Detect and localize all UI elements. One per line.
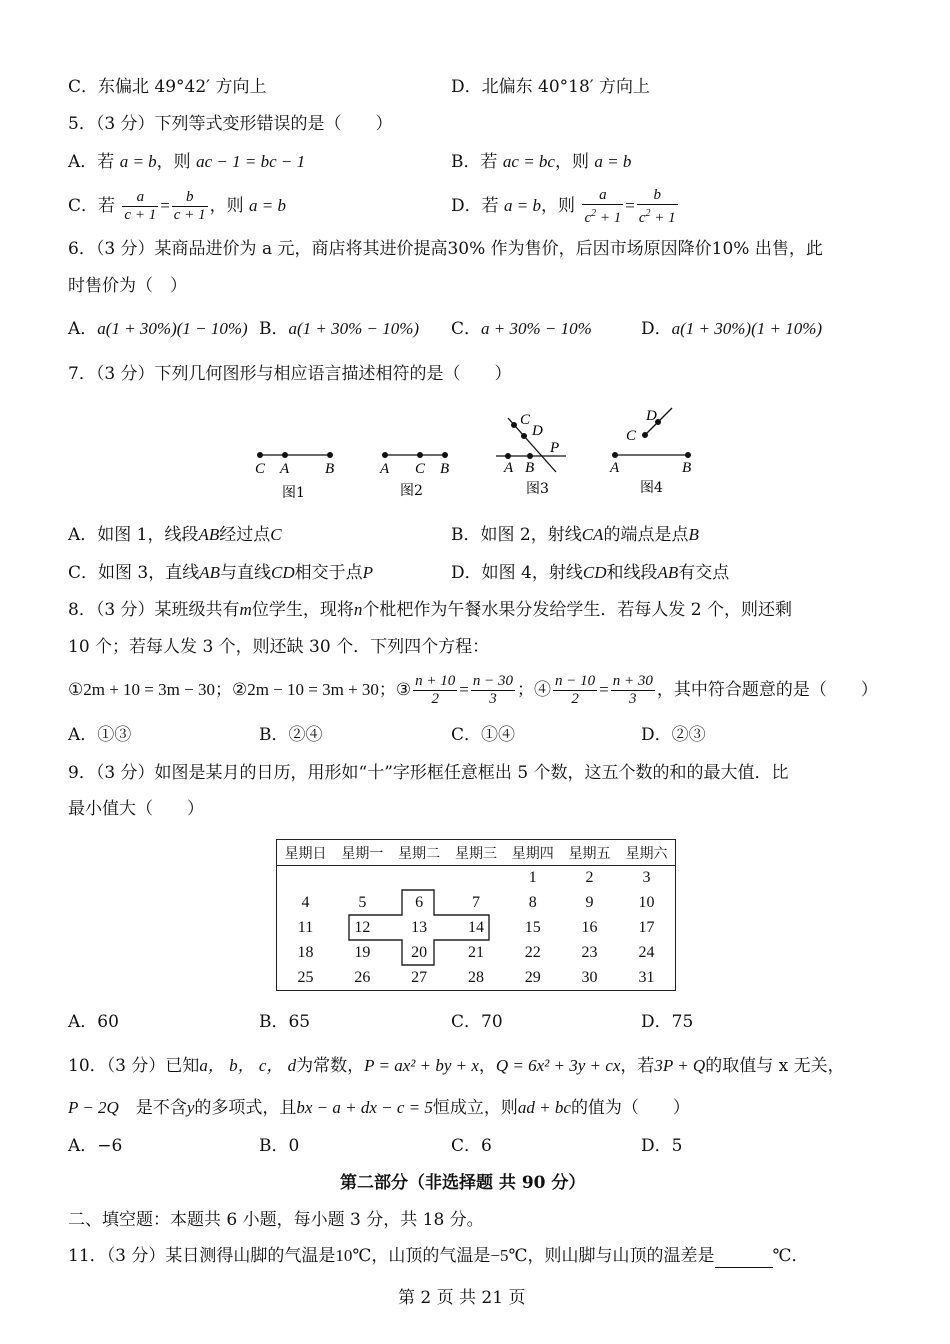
q7-geometry-figures bbox=[240, 400, 710, 500]
q7-option-d: D．如图 4，射线CD和线段AB有交点 bbox=[451, 563, 730, 583]
fig1-point-a bbox=[282, 452, 288, 458]
calendar-cell: 1 bbox=[528, 869, 537, 887]
fig4-label-c: C bbox=[626, 428, 637, 444]
fig4-point-c bbox=[642, 432, 648, 438]
fig2-label-c: C bbox=[415, 461, 426, 477]
calendar-header: 星期五 bbox=[561, 840, 618, 866]
calendar-cell bbox=[277, 866, 334, 891]
fig3-label-a: A bbox=[504, 460, 514, 476]
fig3-caption: 图3 bbox=[526, 481, 549, 497]
q7-stem: 7．（3 分）下列几何图形与相应语言描述相符的是（ ） bbox=[68, 364, 512, 384]
calendar-cell: 12 bbox=[354, 919, 371, 936]
q5-c-mid: ，则 bbox=[209, 196, 244, 216]
q10-option-b: B．0 bbox=[259, 1136, 300, 1156]
q9-option-c: C．70 bbox=[451, 1012, 503, 1032]
q8-eq3-frac1: $\frac{n + 10}{2}$ bbox=[415, 673, 456, 707]
fig3-point-a bbox=[505, 453, 511, 459]
fig3-label-p: P bbox=[550, 440, 560, 456]
calendar-cell: 25 bbox=[297, 968, 314, 986]
q6-option-d: D．a(1 + 30%)(1 + 10%) bbox=[641, 319, 823, 339]
q5-option-b bbox=[451, 150, 631, 174]
q7-option-b: B．如图 2，射线CA的端点是点B bbox=[451, 525, 699, 545]
q9-line1: 9．（3 分）如图是某月的日历，用形如“十”字形框任意框出 5 个数，这五个数的和的最大值．比 bbox=[68, 763, 789, 783]
calendar-cell: 27 bbox=[411, 968, 428, 986]
q10-option-d: D．5 bbox=[641, 1136, 683, 1156]
calendar-cell: 2 bbox=[585, 869, 594, 887]
fig1-label-b: B bbox=[325, 461, 335, 477]
q4-option-c: C．东偏北 49°42′ 方向上 bbox=[68, 77, 267, 97]
q5-c-frac2: $\frac{b}{c + 1}$ bbox=[173, 189, 206, 223]
q8-eq4-frac2: $\frac{n + 30}{3}$ bbox=[612, 673, 653, 707]
q9-option-a: A．60 bbox=[68, 1012, 119, 1032]
q5-b-math2: a = b bbox=[594, 152, 632, 171]
q5-b-mid: ，则 bbox=[554, 152, 589, 172]
q5-a-mid: ，则 bbox=[156, 152, 191, 172]
fig4-label-d: D bbox=[646, 408, 657, 424]
q4-option-d: D．北偏东 40°18′ 方向上 bbox=[451, 77, 651, 97]
calendar-cell: 7 bbox=[471, 894, 480, 911]
fig4-point-a bbox=[612, 452, 618, 458]
calendar-cell: 18 bbox=[297, 944, 314, 961]
calendar-cell: 19 bbox=[354, 944, 371, 961]
q6-option-c: C．a + 30% − 10% bbox=[451, 319, 592, 339]
q5-c-frac1: $\frac{a}{c + 1}$ bbox=[124, 189, 157, 223]
q8-eq1: ①2m + 10 = 3m − 30； bbox=[68, 680, 232, 699]
q8-option-d: D．②③ bbox=[641, 725, 706, 745]
q8-eq4-frac1: $\frac{n - 10}{2}$ bbox=[555, 673, 596, 707]
q5-d-math: a = b bbox=[504, 196, 542, 215]
calendar-cell: 31 bbox=[638, 968, 655, 986]
calendar-cell: 23 bbox=[581, 944, 598, 961]
q11-answer-blank[interactable] bbox=[715, 1250, 773, 1268]
calendar-cell: 9 bbox=[585, 894, 594, 911]
q10-line1: 10．（3 分）已知a， b， c， d为常数，P = ax² + by + x，Q = 6x² + 3y + cx，若3P + Q的取值与 x 无关， bbox=[68, 1056, 845, 1076]
q5-option-a bbox=[68, 150, 305, 174]
fig1-point-b bbox=[327, 452, 333, 458]
q5-d-prefix: D．若 bbox=[451, 196, 499, 216]
calendar-cell: 17 bbox=[638, 919, 655, 936]
q8-option-c: C．①④ bbox=[451, 725, 516, 745]
fig2-point-a bbox=[382, 452, 388, 458]
calendar-cell: 4 bbox=[301, 894, 310, 911]
q5-d-frac1: $\frac{a}{c^2 + 1}$ bbox=[584, 186, 622, 226]
q5-c-prefix: C．若 bbox=[68, 196, 116, 216]
q8-equations: ①2m + 10 = 3m − 30；②2m − 10 = 3m + 30；③ $\frac{n + 10}{2}$ = $\frac{n - 30}{3}$ ；④ $\frac{n - 10}{2}$ = $\frac{n + 30}{3}$ ，其中符合题意的是（ ） bbox=[68, 673, 878, 707]
fig2-label-a: A bbox=[380, 461, 390, 477]
calendar-cell: 3 bbox=[642, 869, 651, 887]
calendar-cell: 16 bbox=[581, 919, 598, 936]
fig4-point-b bbox=[685, 452, 691, 458]
calendar-cell: 20 bbox=[411, 944, 428, 961]
calendar-table bbox=[276, 839, 676, 991]
fig1-label-a: A bbox=[280, 461, 290, 477]
calendar-cell bbox=[391, 866, 448, 891]
calendar-header: 星期一 bbox=[334, 840, 391, 866]
q5-option-c: C．若 $\frac{a}{c + 1}$ = $\frac{b}{c + 1}$ ，则 a = b bbox=[68, 189, 286, 223]
q10-option-c: C．6 bbox=[451, 1136, 492, 1156]
calendar-cell: 10 bbox=[638, 894, 655, 911]
calendar-cell: 26 bbox=[354, 968, 371, 986]
fig3-label-c: C bbox=[520, 412, 531, 428]
calendar-cell: 13 bbox=[411, 919, 428, 936]
q8-option-b: B．②④ bbox=[259, 725, 323, 745]
calendar-row bbox=[277, 916, 676, 941]
fig2-caption: 图2 bbox=[400, 483, 423, 499]
fig4-label-b: B bbox=[682, 460, 692, 476]
calendar-cell: 5 bbox=[358, 894, 367, 911]
fig4-caption: 图4 bbox=[640, 480, 663, 496]
fig1-label-c: C bbox=[255, 461, 266, 477]
q5-d-mid: ，则 bbox=[541, 196, 576, 216]
q6-line1: 6．（3 分）某商品进价为 a 元，商店将其进价提高30% 作为售价，后因市场原因降价10% 出售，此 bbox=[68, 239, 823, 259]
calendar-row bbox=[277, 941, 676, 966]
calendar-header: 星期三 bbox=[448, 840, 505, 866]
q5-c-math2: a = b bbox=[248, 196, 286, 215]
q6-option-a: A．a(1 + 30%)(1 − 10%) bbox=[68, 319, 248, 339]
fig2-point-b bbox=[442, 452, 448, 458]
calendar-cell: 21 bbox=[467, 944, 484, 961]
q9-option-d: D．75 bbox=[641, 1012, 694, 1032]
page-footer: 第 2 页 共 21 页 bbox=[398, 1288, 526, 1308]
q8-eq2: ②2m − 10 = 3m + 30； bbox=[231, 680, 396, 699]
q5-b-prefix: B．若 bbox=[451, 152, 498, 172]
q10-option-a: A．−6 bbox=[68, 1136, 123, 1156]
q8-eq3-frac2: $\frac{n - 30}{3}$ bbox=[472, 673, 513, 707]
calendar-cell: 29 bbox=[524, 968, 541, 986]
q6-option-b: B．a(1 + 30% − 10%) bbox=[259, 319, 420, 339]
calendar-cell: 30 bbox=[581, 968, 598, 986]
calendar-row bbox=[277, 966, 676, 991]
fig1-point-c bbox=[257, 452, 263, 458]
calendar-cell: 22 bbox=[524, 944, 541, 961]
q9-option-b: B．65 bbox=[259, 1012, 311, 1032]
q5-b-math: ac = bc bbox=[502, 152, 555, 171]
q5-d-frac2: $\frac{b}{c^2 + 1}$ bbox=[638, 186, 676, 226]
q9-line2: 最小值大（ ） bbox=[68, 799, 204, 819]
fig1-caption: 图1 bbox=[282, 485, 305, 500]
calendar-cell: 28 bbox=[467, 968, 484, 986]
part2-title: 第二部分（非选择题 共 90 分） bbox=[340, 1173, 586, 1193]
fig3-point-c bbox=[511, 422, 517, 428]
calendar-cell: 24 bbox=[638, 944, 655, 961]
fig3-point-b bbox=[527, 453, 533, 459]
fig2-label-b: B bbox=[440, 461, 450, 477]
fig3-point-d bbox=[521, 433, 527, 439]
q10-line2: P − 2Q 是不含y的多项式，且bx − a + dx − c = 5恒成立，则ad + bc的值为（ ） bbox=[68, 1098, 690, 1118]
calendar-header-row bbox=[277, 840, 676, 866]
fig2-point-c bbox=[417, 452, 423, 458]
calendar-header: 星期二 bbox=[391, 840, 448, 866]
calendar-cell bbox=[334, 866, 391, 891]
q7-option-a: A．如图 1，线段AB经过点C bbox=[68, 525, 282, 545]
q5-a-math: a = b bbox=[119, 152, 157, 171]
fig3-label-d: D bbox=[532, 423, 543, 439]
q8-line1: 8．（3 分）某班级共有m位学生，现将n个枇杷作为午餐水果分发给学生．若每人发 2 个，则还剩 bbox=[68, 600, 792, 620]
calendar-row bbox=[277, 866, 676, 891]
q8-line2: 10 个；若每人发 3 个，则还缺 30 个．下列四个方程： bbox=[68, 637, 490, 657]
calendar-header: 星期四 bbox=[504, 840, 561, 866]
calendar-cell bbox=[448, 866, 505, 891]
q5-a-prefix: A．若 bbox=[68, 152, 115, 172]
q11-line: 11．（3 分）某日测得山脚的气温是10℃，山顶的气温是−5℃，则山脚与山顶的温差是 ℃． bbox=[68, 1246, 809, 1266]
calendar-cell: 8 bbox=[528, 894, 537, 911]
fig4-label-a: A bbox=[610, 460, 620, 476]
calendar-cell: 14 bbox=[467, 919, 484, 936]
calendar-row bbox=[277, 891, 676, 916]
q7-option-c: C．如图 3，直线AB与直线CD相交于点P bbox=[68, 563, 374, 583]
calendar-cell: 11 bbox=[297, 919, 314, 936]
q6-line2: 时售价为（ ） bbox=[68, 276, 187, 296]
q8-option-a: A．①③ bbox=[68, 725, 132, 745]
calendar-cell: 6 bbox=[415, 894, 424, 911]
fig3-label-b: B bbox=[525, 460, 535, 476]
q5-stem: 5．（3 分）下列等式变形错误的是（ ） bbox=[68, 114, 393, 134]
q5-a-math2: ac − 1 = bc − 1 bbox=[196, 152, 306, 171]
calendar-header: 星期日 bbox=[277, 840, 334, 866]
calendar-cell: 15 bbox=[524, 919, 541, 936]
q5-option-d: D．若 a = b，则 $\frac{a}{c^2 + 1}$ = $\frac{b}{c^2 + 1}$ bbox=[451, 186, 676, 226]
part2-section-heading: 二、填空题：本题共 6 小题，每小题 3 分，共 18 分。 bbox=[68, 1210, 484, 1230]
calendar-header: 星期六 bbox=[618, 840, 676, 866]
